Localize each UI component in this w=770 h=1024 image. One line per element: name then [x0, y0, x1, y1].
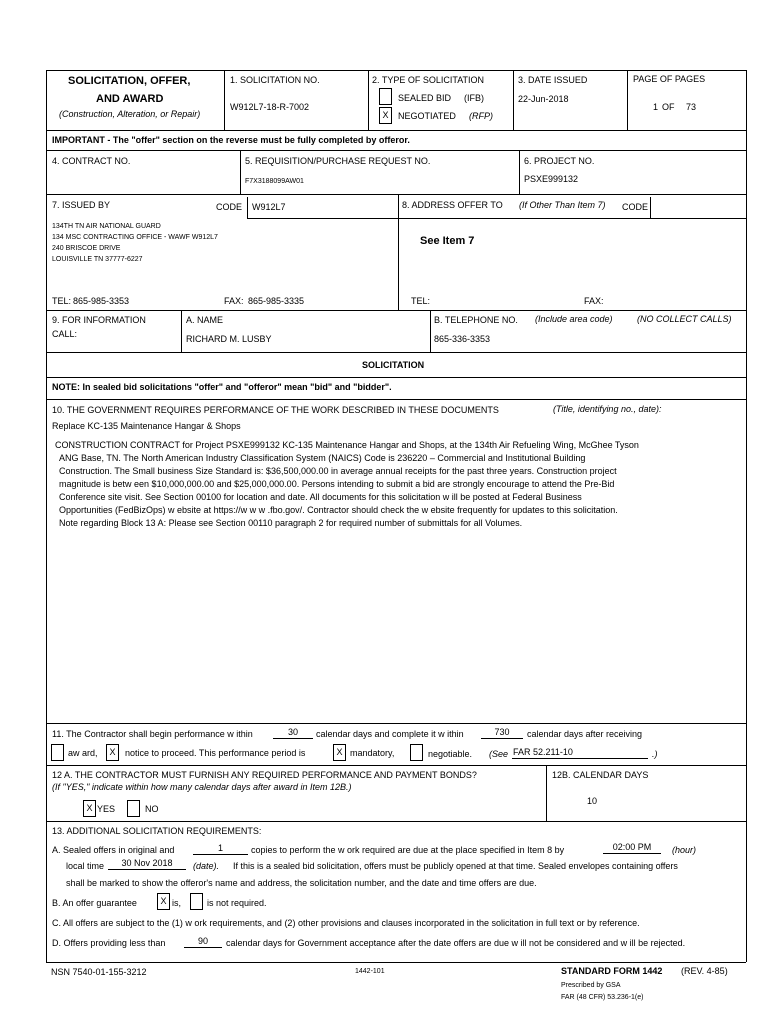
hour-label: (hour) [672, 845, 697, 855]
award-label: aw ard, [68, 748, 98, 758]
description-line: magnitude is betw een $10,000,000.00 and $25,000,000.00. Persons intending to submit a bid are strongly encourage to attend the Pre-Bid [59, 479, 615, 489]
issuer-address-line: LOUISVILLE TN 37777-6227 [52, 256, 143, 263]
bonds-no-label: NO [145, 804, 159, 814]
sealed-bid-abbr: (IFB) [464, 93, 484, 103]
item13a-text: copies to perform the w ork required are due at the place specified in Item 8 by [251, 845, 565, 855]
contact-phone-note: (Include area code) [535, 314, 613, 324]
address-offer-fax-label: FAX: [584, 296, 604, 306]
project-no-label: 6. PROJECT NO. [524, 156, 595, 166]
form-title-line2: AND AWARD [96, 93, 164, 105]
bond-days: 10 [587, 796, 598, 806]
form-subtitle: (Construction, Alteration, or Repair) [59, 109, 201, 119]
page-of: OF [662, 102, 675, 112]
description-line: Construction. The Small business Size Standard is: $36,500,000.00 in average annual receipts for the past three years. Construction project [59, 466, 617, 476]
page-of-pages-label: PAGE OF PAGES [633, 74, 706, 84]
notice-label: notice to proceed. This performance period is [125, 748, 306, 758]
bonds-no-checkbox[interactable] [127, 800, 140, 817]
info-call-label: CALL: [52, 329, 78, 339]
negotiated-label: NEGOTIATED [398, 111, 456, 121]
item13a-text: local time [66, 861, 105, 871]
solicitation-type-label: 2. TYPE OF SOLICITATION [372, 75, 485, 85]
issued-by-code-label: CODE [216, 202, 243, 212]
description-line: Note regarding Block 13 A: Please see Section 00110 paragraph 2 for required number of submittals for all Volumes. [59, 518, 523, 528]
requisition-no: F7X3188099AW01 [245, 178, 304, 185]
contact-name-label: A. NAME [186, 315, 224, 325]
complete-days-field[interactable]: 730 [481, 727, 523, 739]
item13-label: 13. ADDITIONAL SOLICITATION REQUIREMENTS: [52, 826, 262, 836]
item13d-text: calendar days for Government acceptance after the date offers are due w ill not be considered and w ill be rejected. [226, 938, 686, 948]
standard-form-name: STANDARD FORM 1442 [561, 966, 663, 976]
nsn-number: NSN 7540-01-155-3212 [51, 967, 147, 977]
negotiable-label: negotiable. [428, 749, 473, 759]
form-code: 1442-101 [355, 968, 385, 975]
item11-text: calendar days after receiving [527, 729, 643, 739]
description-line: ANG Base, TN. The North American Industry Classification System (NAICS) Code is 236220 – Commercial and Institutional Building [59, 453, 586, 463]
solicitation-heading: SOLICITATION [362, 360, 425, 370]
due-time-field[interactable]: 02:00 PM [603, 842, 661, 854]
mandatory-checkbox[interactable]: X [333, 744, 346, 761]
item13b-text: B. An offer guarantee [52, 898, 137, 908]
work-title: Replace KC-135 Maintenance Hangar & Shops [52, 421, 241, 431]
important-note: IMPORTANT - The "offer" section on the reverse must be fully completed by offeror. [52, 135, 410, 145]
contact-phone: 865-336-3353 [434, 334, 491, 344]
issuer-tel-label: TEL: [52, 296, 72, 306]
mandatory-label: mandatory, [350, 748, 395, 758]
far-citation: FAR (48 CFR) 53.236-1(e) [561, 994, 644, 1001]
date-issued: 22-Jun-2018 [518, 94, 569, 104]
guarantee-is-checkbox[interactable]: X [157, 893, 170, 910]
solicitation-no-label: 1. SOLICITATION NO. [230, 75, 320, 85]
item10-label: 10. THE GOVERNMENT REQUIRES PERFORMANCE OF THE WORK DESCRIBED IN THESE DOCUMENTS [52, 405, 499, 415]
no-collect-calls: (NO COLLECT CALLS) [637, 314, 732, 324]
guarantee-not-checkbox[interactable] [190, 893, 203, 910]
prescribed-by: Prescribed by GSA [561, 982, 621, 989]
description-line: Conference site visit. See Section 00100 for location and date. All documents for this solicitation w ill be posted at Federal Business [59, 492, 582, 502]
info-label: 9. FOR INFORMATION [52, 315, 146, 325]
issuer-fax: 865-985-3335 [248, 296, 305, 306]
solicitation-no: W912L7-18-R-7002 [230, 102, 310, 112]
acceptance-days-field[interactable]: 90 [184, 936, 222, 948]
far-reference-field[interactable]: FAR 52.211-10 [512, 747, 648, 759]
description-line: Opportunities (FedBizOps) w ebsite at https://w w w .fbo.gov/. Contractor should check the w ebsite frequently for updates to this solicitation. [59, 505, 618, 515]
see-close-paren: .) [652, 749, 658, 759]
item12a-label: 12 A. THE CONTRACTOR MUST FURNISH ANY REQUIRED PERFORMANCE AND PAYMENT BONDS? [52, 770, 477, 780]
sealed-bid-checkbox[interactable] [379, 88, 392, 105]
issuer-address-line: 134TH TN AIR NATIONAL GUARD [52, 223, 161, 230]
contact-phone-label: B. TELEPHONE NO. [434, 315, 518, 325]
page-total: 73 [686, 102, 697, 112]
item13a-text: If this is a sealed bid solicitation, offers must be publicly opened at that time. Sealed envelopes containing offers [233, 861, 678, 871]
date-issued-label: 3. DATE ISSUED [518, 75, 588, 85]
copies-field[interactable]: 1 [193, 843, 248, 855]
see-label: (See [489, 749, 509, 759]
award-checkbox[interactable] [51, 744, 64, 761]
due-date-field[interactable]: 30 Nov 2018 [108, 858, 186, 870]
negotiable-checkbox[interactable] [410, 744, 423, 761]
issuer-address-line: 134 MSC CONTRACTING OFFICE - WAWF W912L7 [52, 234, 218, 241]
issuer-tel: 865-985-3353 [73, 296, 130, 306]
issued-by-label: 7. ISSUED BY [52, 200, 111, 210]
contact-name: RICHARD M. LUSBY [186, 334, 272, 344]
begin-days-field[interactable]: 30 [273, 727, 313, 739]
notice-to-proceed-checkbox[interactable]: X [106, 744, 119, 761]
project-no: PSXE999132 [524, 174, 579, 184]
negotiated-checkbox[interactable]: X [379, 107, 392, 124]
bonds-yes-label: YES [97, 804, 116, 814]
description-line: CONSTRUCTION CONTRACT for Project PSXE999132 KC-135 Maintenance Hangar and Shops, at the 134th Air Refueling Wing, McGhee Tyson [55, 440, 639, 450]
issued-by-code: W912L7 [252, 202, 286, 212]
date-label: (date). [193, 861, 220, 871]
item13a-text: shall be marked to show the offeror's name and address, the solicitation number, and the date and time offers are due. [66, 878, 537, 888]
form-title: SOLICITATION, OFFER, [68, 75, 191, 87]
issuer-address-line: 240 BRISCOE DRIVE [52, 245, 121, 252]
page-current: 1 [653, 102, 659, 112]
issuer-fax-label: FAX: [224, 296, 244, 306]
address-offer-code-label: CODE [622, 202, 649, 212]
item13a-text: A. Sealed offers in original and [52, 845, 175, 855]
item11-text: 11. The Contractor shall begin performance w ithin [52, 729, 253, 739]
see-item-7: See Item 7 [420, 235, 475, 247]
guarantee-is-label: is, [172, 898, 181, 908]
negotiated-abbr: (RFP) [469, 111, 493, 121]
sealed-bid-note: NOTE: In sealed bid solicitations "offer" and "offeror" mean "bid" and "bidder". [52, 382, 392, 392]
guarantee-not-label: is not required. [207, 898, 267, 908]
item13c-text: C. All offers are subject to the (1) w ork requirements, and (2) other provisions and clauses incorporated in the solicitation in full text or by reference. [52, 918, 640, 928]
address-offer-note: (If Other Than Item 7) [519, 200, 606, 210]
requisition-label: 5. REQUISITION/PURCHASE REQUEST NO. [245, 156, 431, 166]
address-offer-tel-label: TEL: [411, 296, 431, 306]
bonds-yes-checkbox[interactable]: X [83, 800, 96, 817]
sealed-bid-label: SEALED BID [398, 93, 452, 103]
address-offer-label: 8. ADDRESS OFFER TO [402, 200, 503, 210]
item11-text: calendar days and complete it w ithin [316, 729, 464, 739]
item13d-text: D. Offers providing less than [52, 938, 166, 948]
item12b-label: 12B. CALENDAR DAYS [552, 770, 649, 780]
item10-note: (Title, identifying no., date): [553, 404, 662, 414]
item12a-note: (If "YES," indicate within how many calendar days after award in Item 12B.) [52, 782, 352, 792]
contract-no-label: 4. CONTRACT NO. [52, 156, 131, 166]
form-revision: (REV. 4-85) [681, 966, 728, 976]
